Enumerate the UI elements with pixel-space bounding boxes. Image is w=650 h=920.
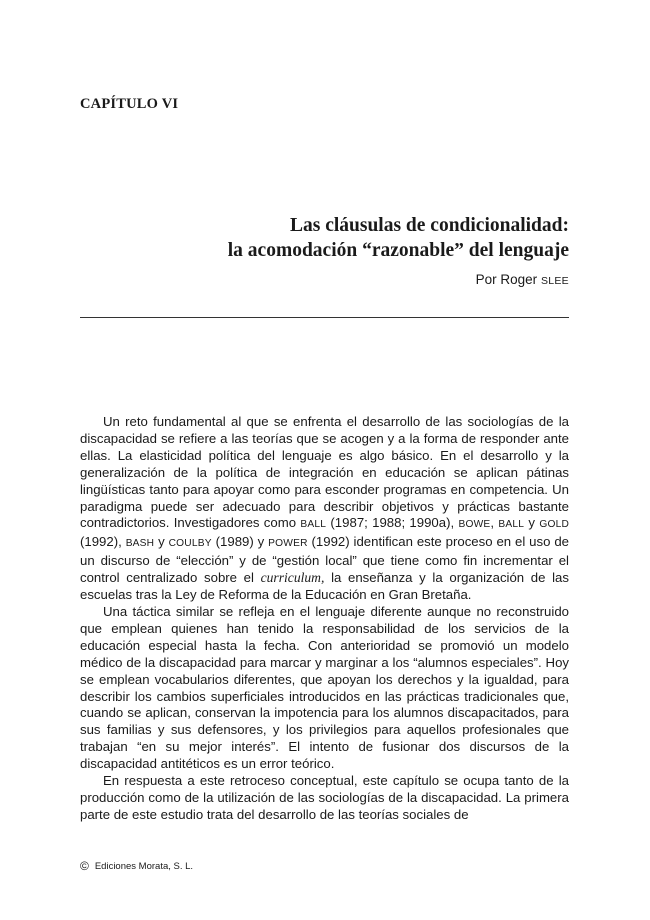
author-citation: BALL <box>498 519 525 531</box>
author-prefix: Por Roger <box>475 272 538 287</box>
paragraph-1-text: la enseñanza y la organización de las escuelas tras la Ley de Reforma de la Educación en Gran Bretaña. <box>80 570 569 603</box>
chapter-label: CAPÍTULO VI <box>80 96 179 112</box>
author-citation: BASH <box>125 538 155 550</box>
author-citation: BALL <box>300 519 327 531</box>
author-byline <box>476 272 569 287</box>
body-text <box>80 414 569 824</box>
author-surname: SLEE <box>540 275 569 287</box>
italic-term: curriculum, <box>260 570 325 586</box>
paragraph-1-text: , <box>490 515 499 531</box>
author-citation: POWER <box>268 538 308 550</box>
paragraph-1 <box>80 414 569 604</box>
chapter-title-line-1: Las cláusulas de condicionalidad: <box>289 215 569 236</box>
paragraph-1-text: (1987; 1988; 1990a), <box>326 515 459 531</box>
author-citation: GOLD <box>539 519 570 531</box>
author-citation: BOWE <box>458 519 491 531</box>
paragraph-1-text: y <box>524 515 540 531</box>
chapter-title-line-2: la acomodación “razonable” del lenguaje <box>227 240 569 261</box>
paragraph-1-text: (1989) y <box>211 534 269 550</box>
title-divider <box>80 317 569 318</box>
paragraph-1-text: (1992) identifican este proceso en el uso de un discurso de “elección” y de “gestión local” que tiene como fin incrementar el control centralizado sobre el <box>80 534 569 586</box>
copyright-icon: © <box>80 859 89 873</box>
paragraph-2: Una táctica similar se refleja en el lenguaje diferente aunque no reconstruido que emplean quienes han tenido la responsabilidad de los servicios de la educación especial hasta la fecha. Con anterioridad se promovió un modelo médico de la discapacidad para marcar y marginar a los “alumnos especiales”. Hoy se emplean vocabularios diferentes, que apoyan los derechos y la igualdad, para describir los cambios superficiales introducidos en las prácticas tradicionales que, cuando se aplican, conservan la impotencia para los alumnos discapacitados, para sus familias y sus defensores, y los privilegios para aquellos profesionales que trabajan “en su mejor interés”. El intento de fusionar dos discursos de la discapacidad antitéticos es un error teórico. <box>80 603 569 772</box>
publisher-name: Ediciones Morata, S. L. <box>94 861 194 872</box>
paragraph-1-text: y <box>154 534 169 550</box>
copyright-footer <box>80 858 193 872</box>
paragraph-1-text: (1992), <box>80 534 126 550</box>
author-citation: COULBY <box>168 538 212 550</box>
paragraph-3: En respuesta a este retroceso conceptual, este capítulo se ocupa tanto de la producción como de la utilización de las sociologías de la discapacidad. La primera parte de este estudio trata del desarrollo de las teorías sociales de <box>80 773 569 822</box>
chapter-title <box>228 213 569 263</box>
paragraph-1-text: Un reto fundamental al que se enfrenta el desarrollo de las sociologías de la discapacidad se refiere a las teorías que se acogen y a la forma de responder ante ellas. La elasticidad política del lenguaje es algo básico. En el desarrollo y la generalización de la política de integración en educación se aplican pátinas lingüísticas tanto para apoyar como para esconder programas en competencia. Un paradigma puede ser adecuado para describir objetivos y prácticas bastante contradictorios. Investigadores como <box>80 414 569 531</box>
